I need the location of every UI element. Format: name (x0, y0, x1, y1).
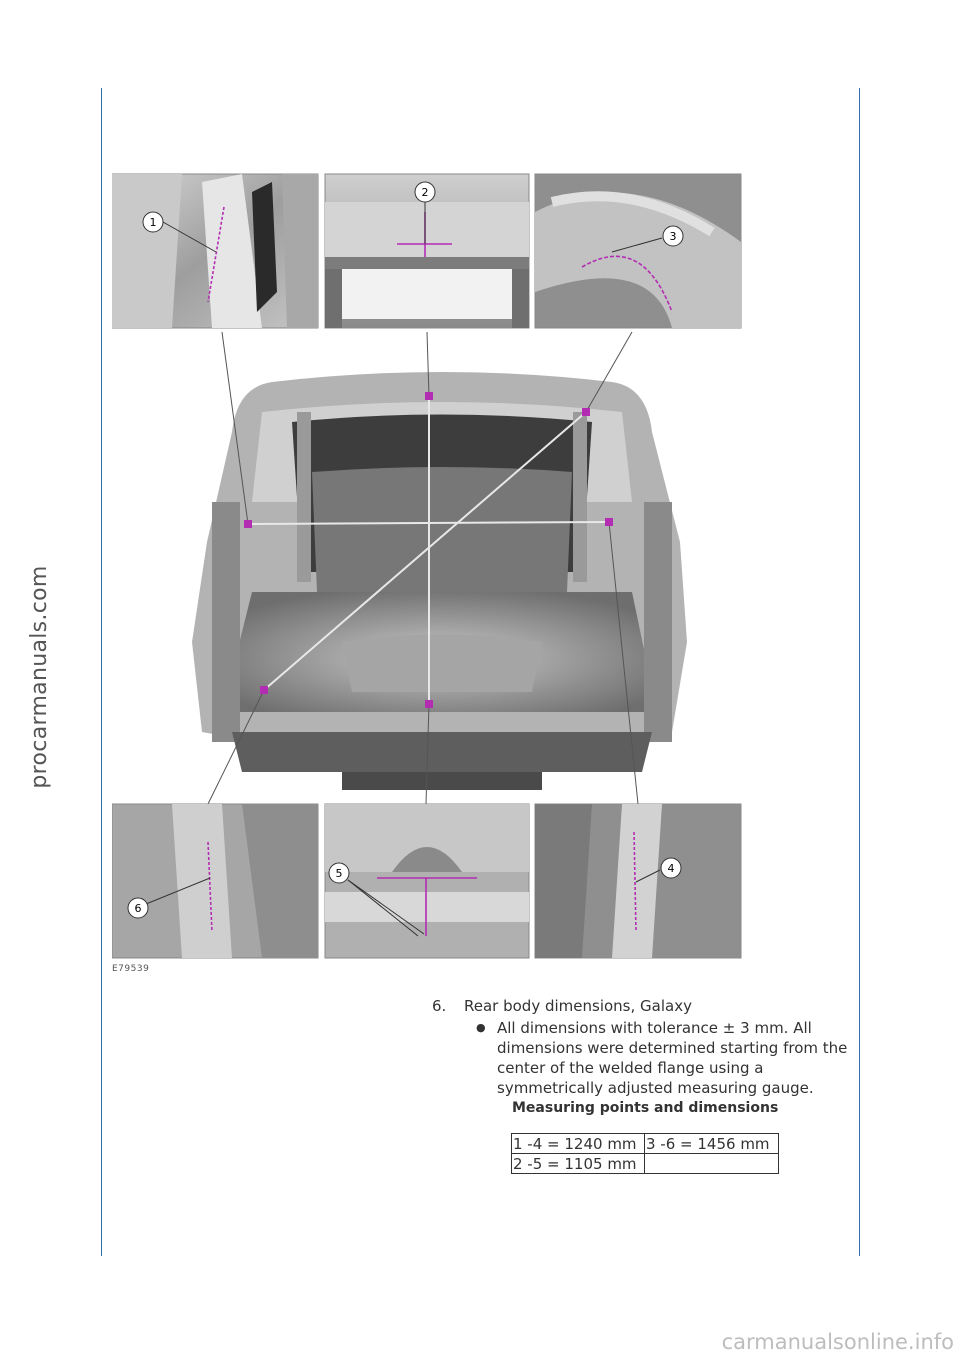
dimensions-table (511, 1133, 779, 1174)
table-row (512, 1154, 779, 1174)
dimension-cell: 1 -4 = 1240 mm (512, 1134, 645, 1154)
tolerance-text: All dimensions with tolerance ± 3 mm. All dimensions were determined starting from the center of the welded flange using a symmetrically adjusted measuring gauge. (497, 1019, 848, 1097)
callout-2-label: 2 (421, 186, 429, 199)
callout-6-label: 6 (134, 902, 142, 915)
dimension-cell: 3 -6 = 1456 mm (645, 1134, 779, 1154)
measuring-points-heading: Measuring points and dimensions (512, 1100, 779, 1116)
callout-5-label: 5 (335, 867, 343, 880)
inset-panel-3 (535, 174, 741, 328)
bullet-dot-icon: ● (476, 1021, 486, 1034)
main-body-shell (192, 372, 687, 790)
callout-3-label: 3 (669, 230, 677, 243)
dimension-cell (645, 1154, 779, 1174)
callout-4-label: 4 (667, 862, 675, 875)
left-margin-rule (101, 88, 102, 1256)
table-row (512, 1134, 779, 1154)
bottom-watermark: carmanualsonline.info (721, 1330, 954, 1354)
step-title: Rear body dimensions, Galaxy (464, 997, 692, 1015)
rear-body-diagram (112, 172, 742, 962)
dimension-cell: 2 -5 = 1105 mm (512, 1154, 645, 1174)
callout-1-label: 1 (149, 216, 157, 229)
side-watermark: procarmanuals.com (27, 565, 52, 789)
right-margin-rule (859, 88, 860, 1256)
step-number: 6. (432, 997, 447, 1015)
inset-panel-5 (325, 804, 529, 958)
inset-panel-6 (112, 804, 318, 958)
figure-code: E79539 (112, 964, 150, 974)
rear-body-figure (112, 172, 742, 962)
